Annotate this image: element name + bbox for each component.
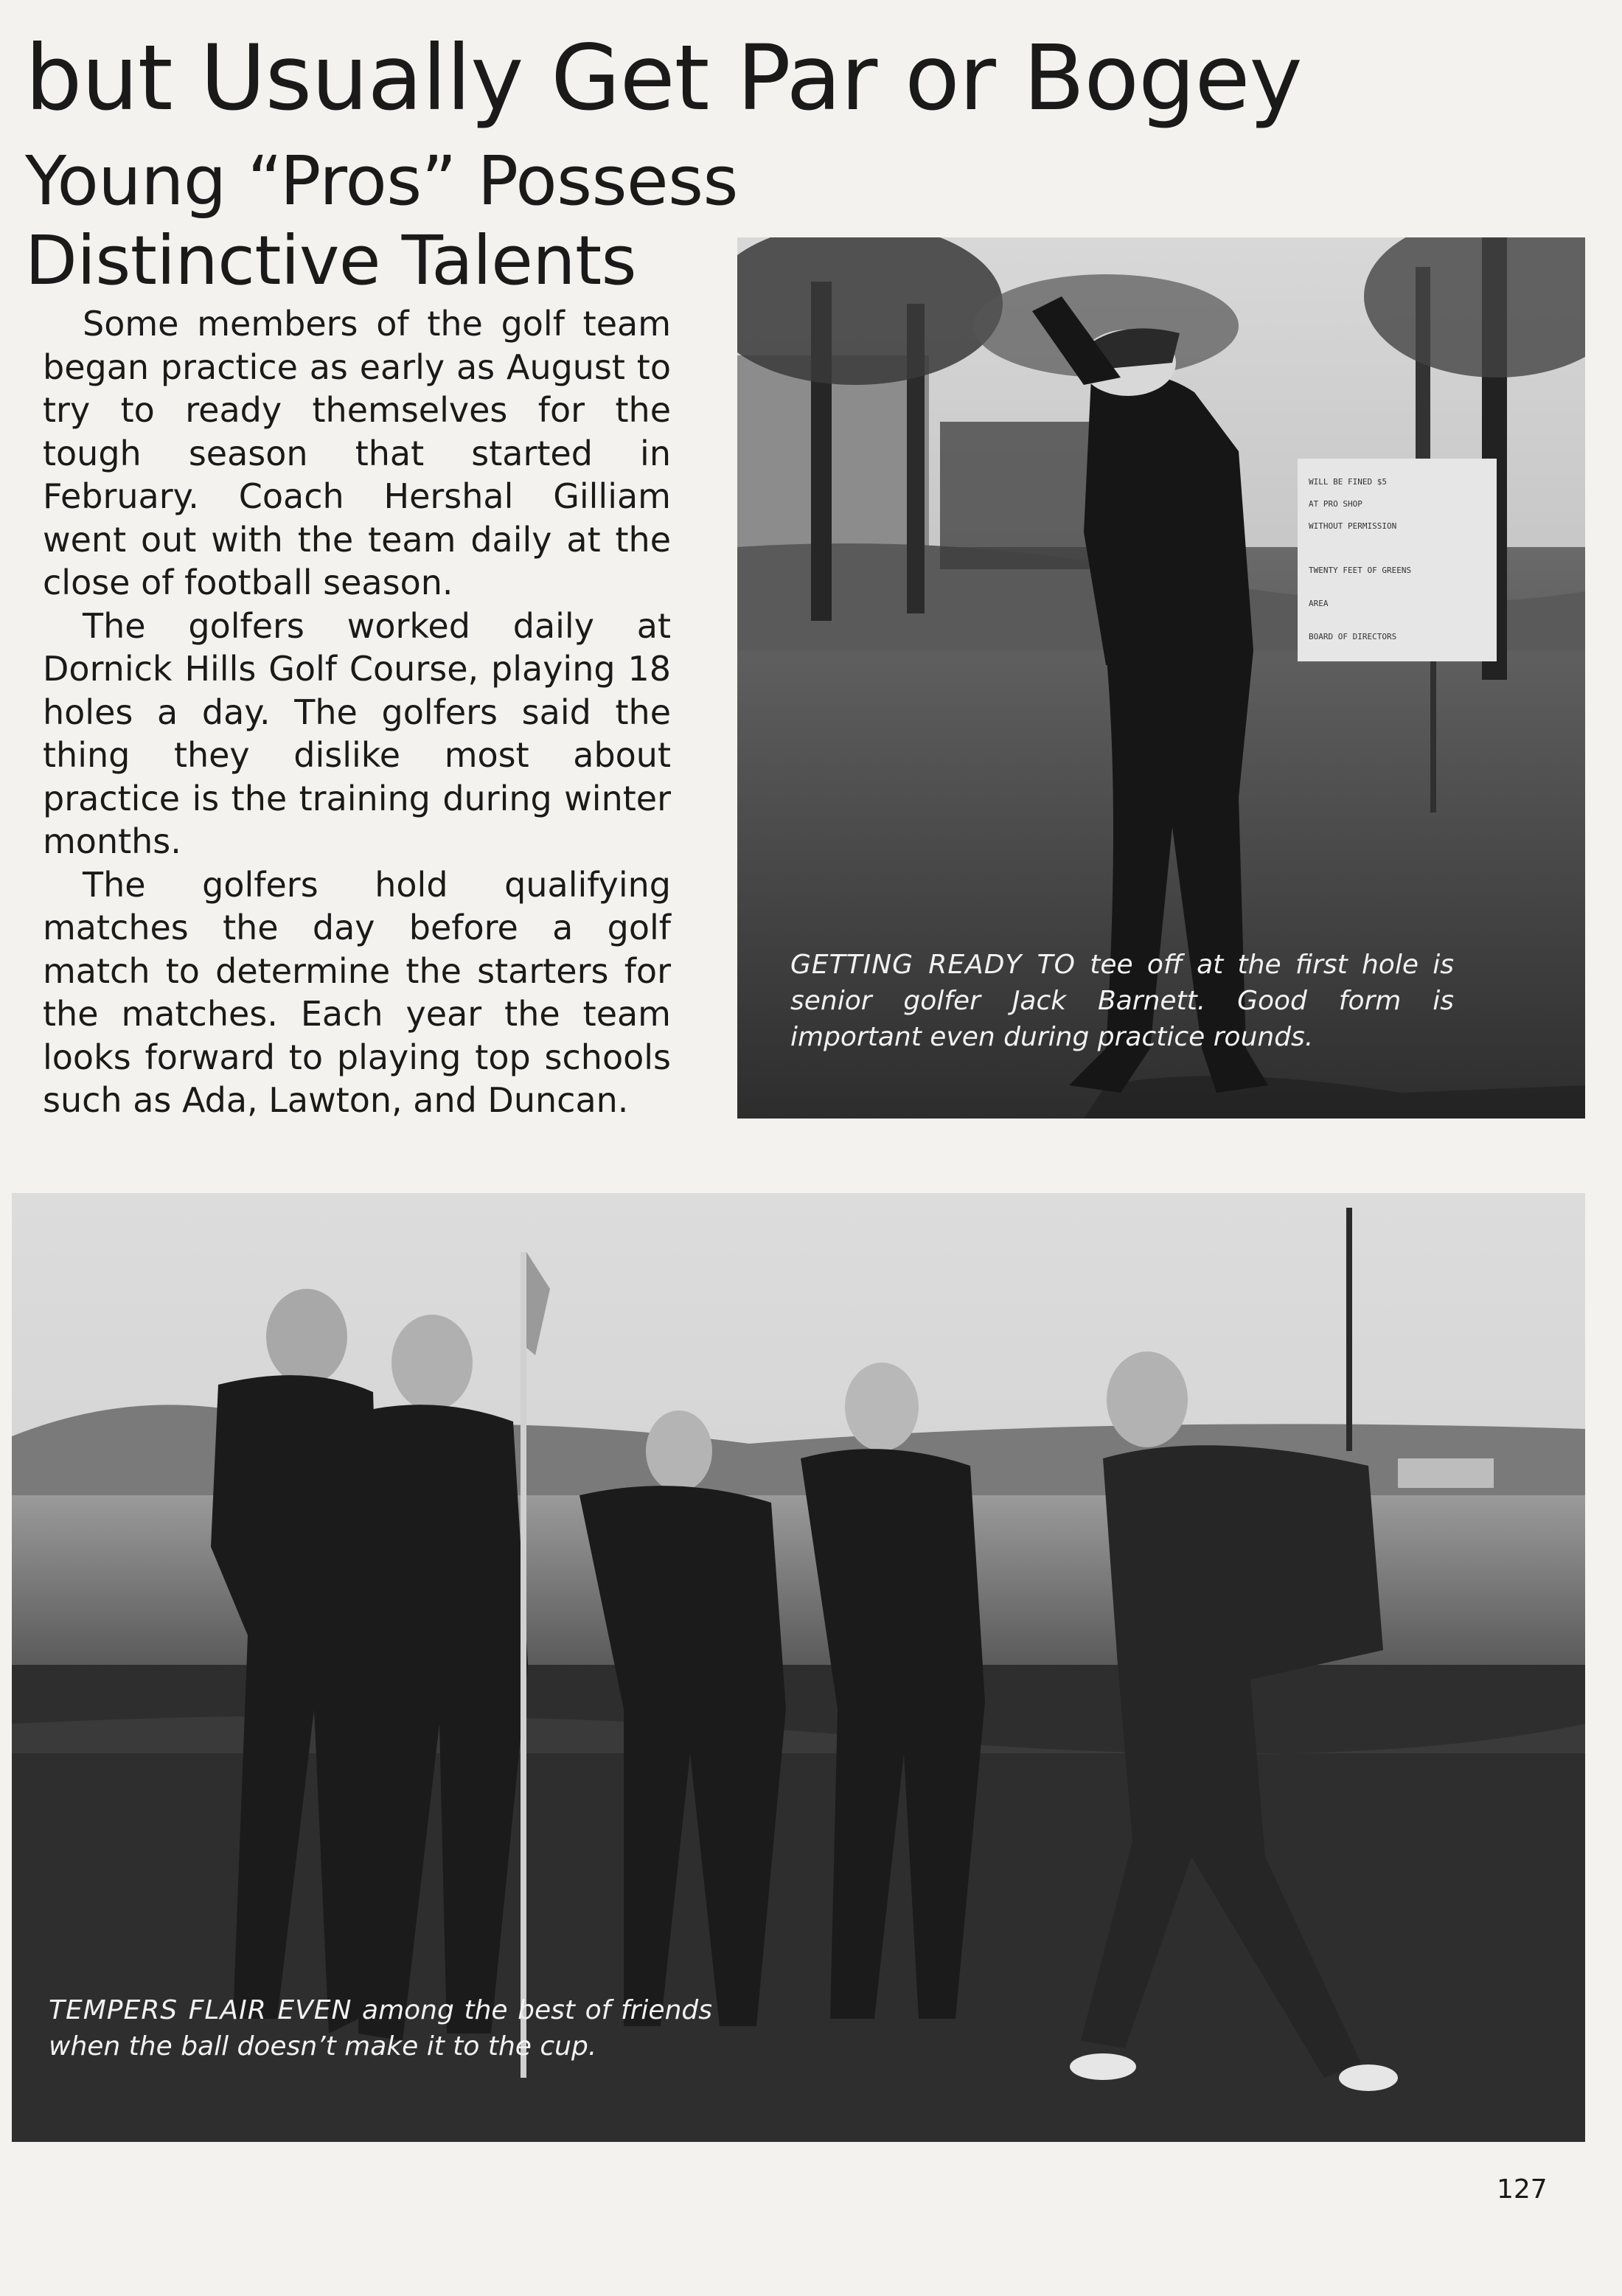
sign-line: BOARD OF DIRECTORS <box>1309 632 1397 641</box>
photo-golf-team-green <box>12 1193 1585 2142</box>
photo-caption-top <box>790 947 1454 1055</box>
caption-text: tee off at the first hole is senior golfer Jack Barnett. Good form is important even during practice rounds. <box>790 950 1454 1052</box>
page-number: 127 <box>1497 2174 1548 2205</box>
subhead-line-2: Distinctive Talents <box>25 220 637 300</box>
sign-line: WITHOUT PERMISSION <box>1309 521 1397 531</box>
sign-line: TWENTY FEET OF GREENS <box>1309 566 1412 575</box>
sign-line: AT PRO SHOP <box>1309 499 1362 509</box>
sign-line: WILL BE FINED $5 <box>1309 477 1387 487</box>
article-body <box>43 302 671 1122</box>
subhead <box>25 142 738 300</box>
article-paragraph: Some members of the golf team began practice as early as August to try to ready themselves for the tough season that started in February. Coach Hershal Gilliam went out with the team daily at the close of football season. <box>43 304 671 602</box>
photo-golfer-tee-off <box>737 237 1585 1119</box>
article-paragraph: The golfers worked daily at Dornick Hills Golf Course, playing 18 holes a day. The golfers said the thing they dislike most about practice is the training during winter months. <box>43 605 671 861</box>
photo-caption-bottom <box>49 1992 712 2064</box>
headline: but Usually Get Par or Bogey <box>25 26 1302 131</box>
caption-text: among the best of friends when the ball doesn’t make it to the cup. <box>49 1995 712 2062</box>
caption-lead: TEMPERS FLAIR EVEN <box>49 1995 352 2025</box>
subhead-line-1: Young “Pros” Possess <box>25 142 738 220</box>
article-paragraph: The golfers hold qualifying matches the day before a golf match to determine the starters for the matches. Each year the team looks forward to playing top schools such as Ada, Lawton, and Duncan. <box>43 864 671 1120</box>
sign-line: AREA <box>1309 599 1329 608</box>
caption-lead: GETTING READY TO <box>790 950 1076 980</box>
